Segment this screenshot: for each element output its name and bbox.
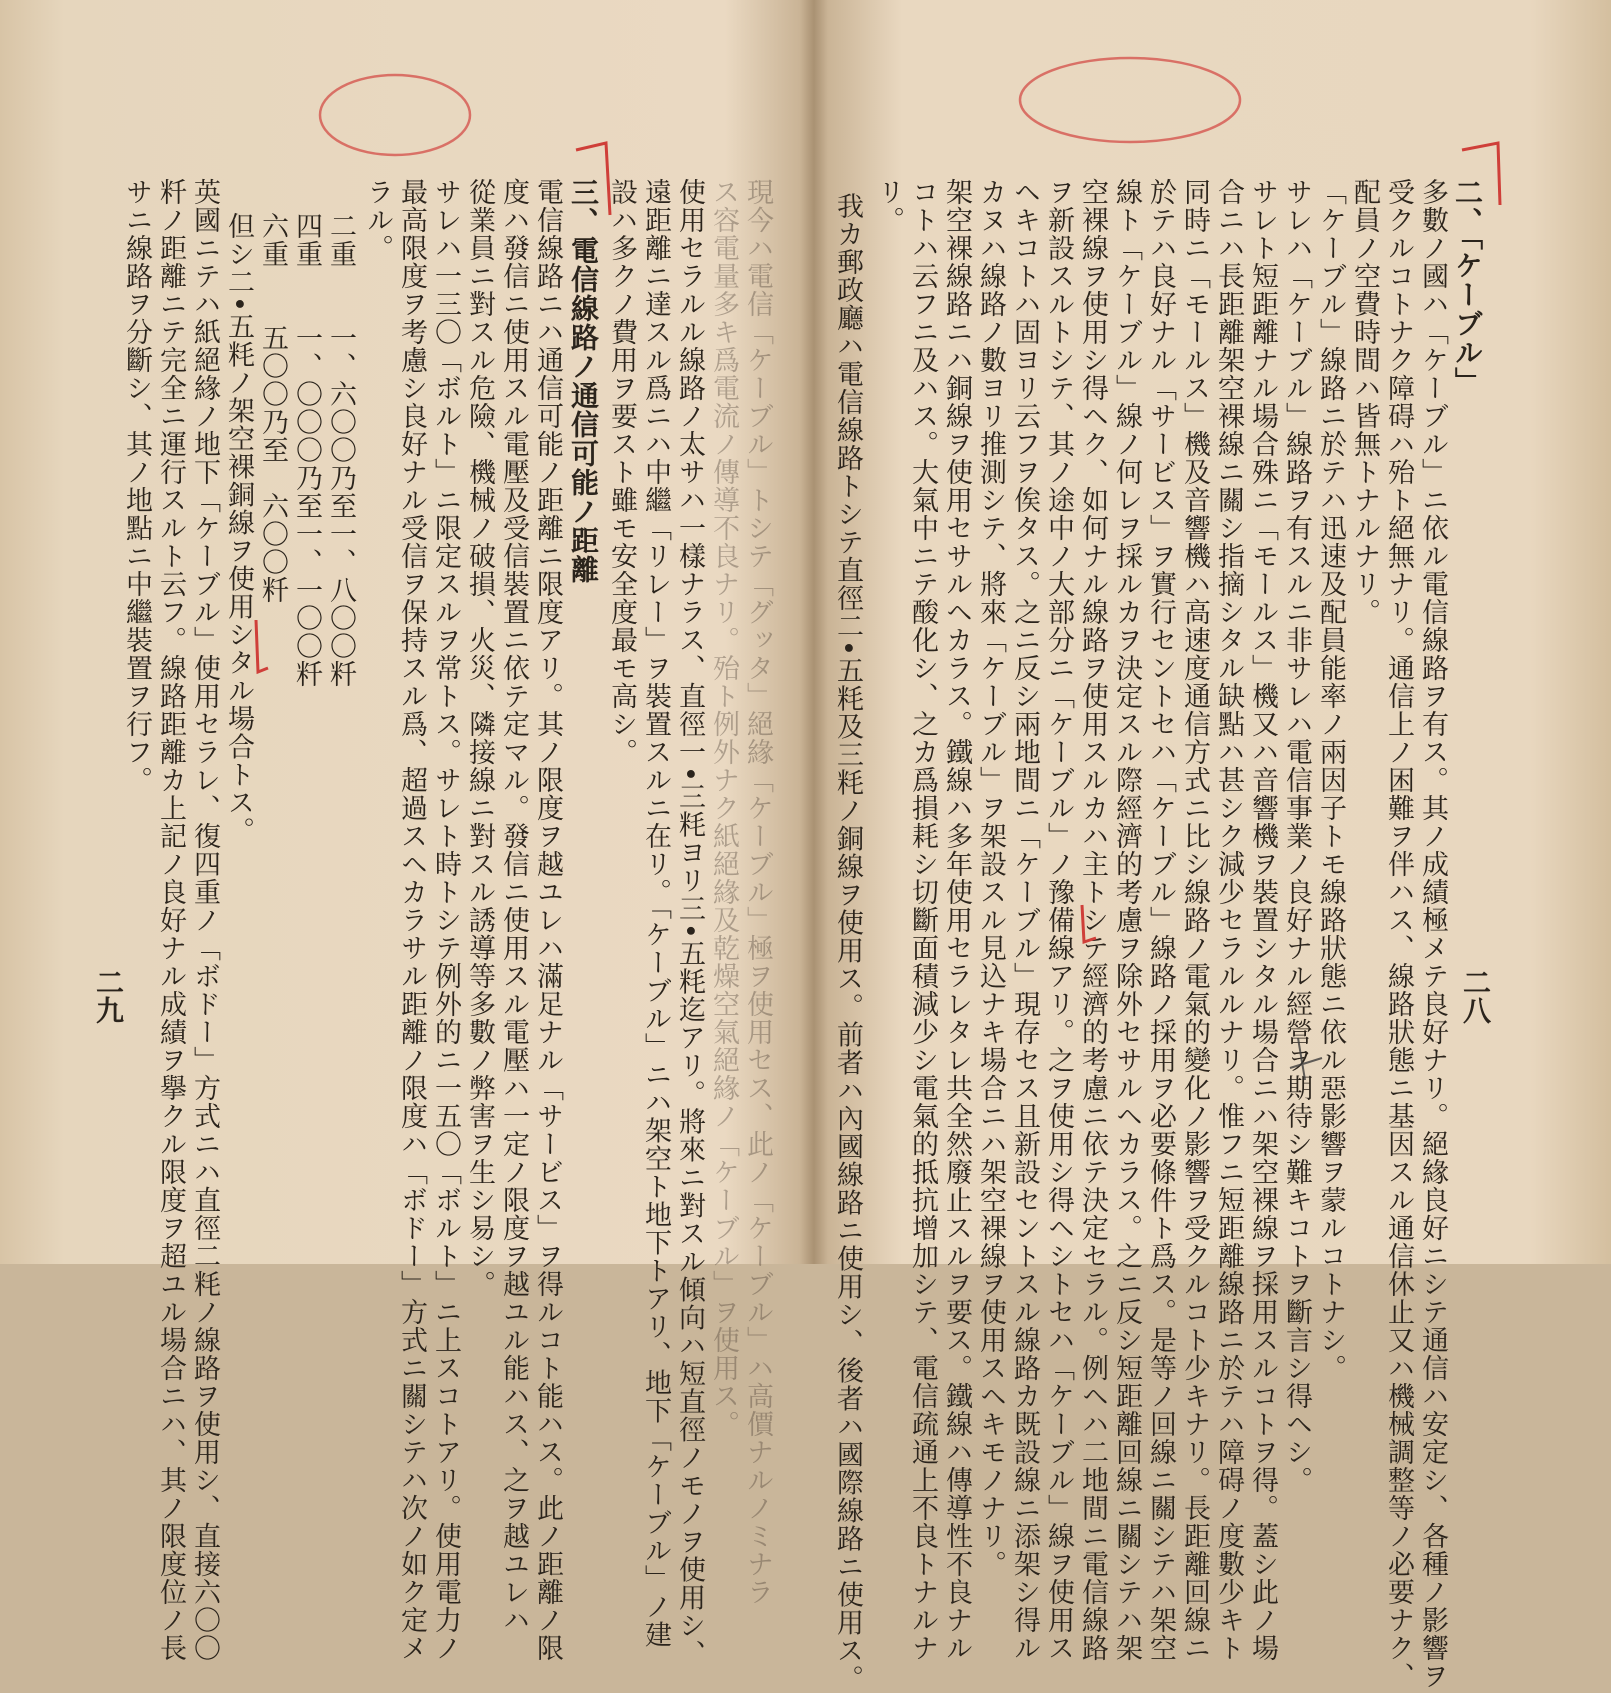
pencil-tick-mark	[1290, 1038, 1322, 1080]
right-line-9: 於テハ良好ナル「サービス」ヲ實行セントセハ「ケーブル」線路ノ採用ヲ必要條件ト爲ス。是等ノ回線ニ關シテハ架空	[1145, 178, 1176, 1662]
right-heading: 二、「ケーブル」	[1451, 178, 1484, 396]
right-line-18: 我カ郵政廳ハ電信線路トシテ直徑二•五粍及三粍ノ銅線ヲ使用ス。前者ハ內國線路ニ使用シ、後者ハ國際線路ニ使用ス。	[832, 192, 863, 1693]
left-line-c1: 但シ二•五粍ノ架空裸銅線ヲ使用シタル場合トス。	[223, 212, 254, 845]
left-line-c2: 英國ニテハ紙絕緣ノ地下「ケーブル」使用セラレ、復四重ノ「ボドー」方式ニハ直徑二粍ノ線路ヲ使用シ、直接六〇〇	[189, 178, 220, 1662]
right-line-12: ヲ新設スルトシテ、其ノ途中ノ大部分ニ「ケーブル」ノ豫備線アリ。之ヲ使用シ得ヘシトセハ「ケーブル」線ヲ使用ス	[1043, 178, 1074, 1662]
left-line-a2: 遠距離ニ達スル爲ニハ中繼「リレー」ヲ裝置スルニ在リ。「ケーブル」ニハ架空ト地下トアリ、地下「ケーブル」ノ建	[640, 178, 671, 1649]
left-page-number: 二九	[92, 968, 125, 1024]
right-line-15: 架空裸線路ニハ銅線ヲ使用セサルヘカラス。鐵線ハ多年使用セラレタレ共全然廢止スルヲ要ス。鐵線ハ傳導性不良ナル	[941, 178, 972, 1662]
right-line-8: 同時ニ「モールス」機及音響機ハ高速度通信方式ニ比シ線路ノ電氣的變化ノ影響ヲ受クルコト少キナリ。長距離回線ニ	[1179, 178, 1210, 1662]
right-line-11: 空裸線ヲ使用シ得ヘク、如何ナル線路ヲ使用スルカハ主トシテ經濟的考慮ニ依テ決定セラル。例ヘハ二地間ニ電信線路	[1077, 178, 1108, 1662]
left-faded-line-2: ス容電量多キ爲電流ノ傳導不良ナリ。殆ト例外ナク紙絕緣及乾燥空氣絕緣ノ「ケーブル」ヲ使用ス。	[708, 178, 739, 1438]
left-table-row-3: 六重 五〇〇乃至 六〇〇粁	[257, 212, 288, 604]
right-line-1: 多數ノ國ハ「ケーブル」ニ依ル電信線路ヲ有ス。其ノ成績極メテ良好ナリ。絕緣良好ニシテ通信ハ安定シ、各種ノ影響ヲ	[1417, 178, 1448, 1690]
right-line-4: 「ケーブル」線路ニ於テハ迅速及配員能率ノ兩因子トモ線路狀態ニ依ル惡影響ヲ蒙ルコトナシ。	[1315, 178, 1346, 1382]
left-line-a1: 使用セラルル線路ノ太サハ一樣ナラス、直徑一•三粍ヨリ三•五粍迄アリ。將來ニ對スル傾向ハ短直徑ノモノヲ使用シ、	[674, 178, 705, 1668]
left-line-b2: 度ハ發信ニ使用スル電壓及受信裝置ニ依テ定マル。發信ニ使用スル電壓ハ一定ノ限度ヲ越ユル能ハス、之ヲ越ユレハ	[498, 178, 529, 1634]
right-line-3: 配員ノ空費時間ハ皆無トナルナリ。	[1349, 178, 1380, 626]
right-line-13: ヘキコトハ固ヨリ云フヲ俟タス。之ニ反シ兩地間ニ「ケーブル」現存セス且新設セントスル線路カ既設線ニ添架シ得ル	[1009, 178, 1040, 1662]
left-table-row-2: 四重 一、〇〇〇乃至一、一〇〇粁	[291, 212, 322, 688]
red-check-mark-left	[256, 620, 268, 672]
red-check-mark-right	[1082, 905, 1096, 942]
left-faded-line-1: 現今ハ電信「ケーブル」トシテ「グッタ」絕緣「ケーブル」極ヲ使用セス、此ノ「ケーブル」ハ高價ナルノミナラ	[742, 178, 773, 1606]
right-page-number: 二八	[1459, 968, 1492, 1024]
left-line-c4: サニ線路ヲ分斷シ、其ノ地點ニ中繼裝置ヲ行フ。	[121, 178, 152, 794]
right-line-5: サレハ「ケーブル」線路ヲ有スルニ非サレハ電信事業ノ良好ナル經營ヲ期待シ難キコトヲ斷言シ得ヘシ。	[1281, 178, 1312, 1494]
left-line-c3: 粁ノ距離ニテ完全ニ運行スルト云フ。線路距離カ上記ノ良好ナル成績ヲ擧クル限度ヲ超ユル場合ニハ、其ノ限度位ノ長	[155, 178, 186, 1662]
red-circle-mark-left	[320, 75, 470, 155]
left-line-b6: ラル。	[362, 178, 393, 262]
right-line-17: リ。	[873, 178, 904, 234]
left-line-a3: 設ハ多クノ費用ヲ要スト雖モ安全度最モ高シ。	[606, 178, 637, 766]
left-line-b5: 最高限度ヲ考慮シ良好ナル受信ヲ保持スル爲、超過スヘカラサル距離ノ限度ハ「ボドー」方式ニ關シテハ次ノ如ク定メ	[396, 178, 427, 1662]
right-line-7: 合ニハ長距離架空裸線ニ關シ指摘シタル缺點ハ甚シク減少セラルルナリ。惟フニ短距離線路ニ於テハ障碍ノ度數少キト	[1213, 178, 1244, 1662]
right-line-6: サレト短距離ナル場合殊ニ「モールス」機又ハ音響機ヲ裝置シタル場合ニハ架空裸線ヲ採用スルコトヲ得。蓋シ此ノ場	[1247, 178, 1278, 1662]
red-bracket-mark-right	[1462, 143, 1500, 205]
right-line-2: 受クルコトナク障碍ハ殆ト絕無ナリ。通信上ノ困難ヲ伴ハス、線路狀態ニ基因スル通信休止又ハ機械調整等ノ必要ナク、	[1383, 178, 1414, 1690]
right-line-16: コトハ云フニ及ハス。大氣中ニテ酸化シ、之カ爲損耗シ切斷面積減少シ電氣的抵抗增加シテ、電信疏通上不良トナルナ	[907, 178, 938, 1662]
red-circle-mark-right	[1020, 58, 1240, 142]
right-line-10: 線ト「ケーブル」線ノ何レヲ採ルカヲ決定スル際經濟的考慮ヲ除外セサルヘカラス。之ニ反シ短距離回線ニ關シテハ架	[1111, 178, 1142, 1662]
left-line-b4: サレハ一三〇「ボルト」ニ限定スルヲ常トス。サレト時トシテ例外的ニ一五〇「ボルト」ニ上スコトアリ。使用電力ノ	[430, 178, 461, 1662]
left-heading: 三、電信線路ノ通信可能ノ距離	[567, 178, 600, 584]
left-table-row-1: 二重 一、六〇〇乃至一、八〇〇粁	[325, 212, 356, 688]
red-bracket-mark-left	[576, 143, 610, 215]
left-line-b3: 從業員ニ對スル危險、機械ノ破損、火災、隣接線ニ對スル誘導等多數ノ弊害ヲ生シ易シ。	[464, 178, 495, 1298]
left-line-b1: 電信線路ニハ通信可能ノ距離ニ限度アリ。其ノ限度ヲ越ユレハ滿足ナル「サービス」ヲ得ルコト能ハス。此ノ距離ノ限	[532, 178, 563, 1662]
right-line-14: カヌハ線路ノ數ヨリ推測シテ、將來「ケーブル」ヲ架設スル見込ナキ場合ニハ架空裸線ヲ使用スヘキモノナリ。	[975, 178, 1006, 1578]
